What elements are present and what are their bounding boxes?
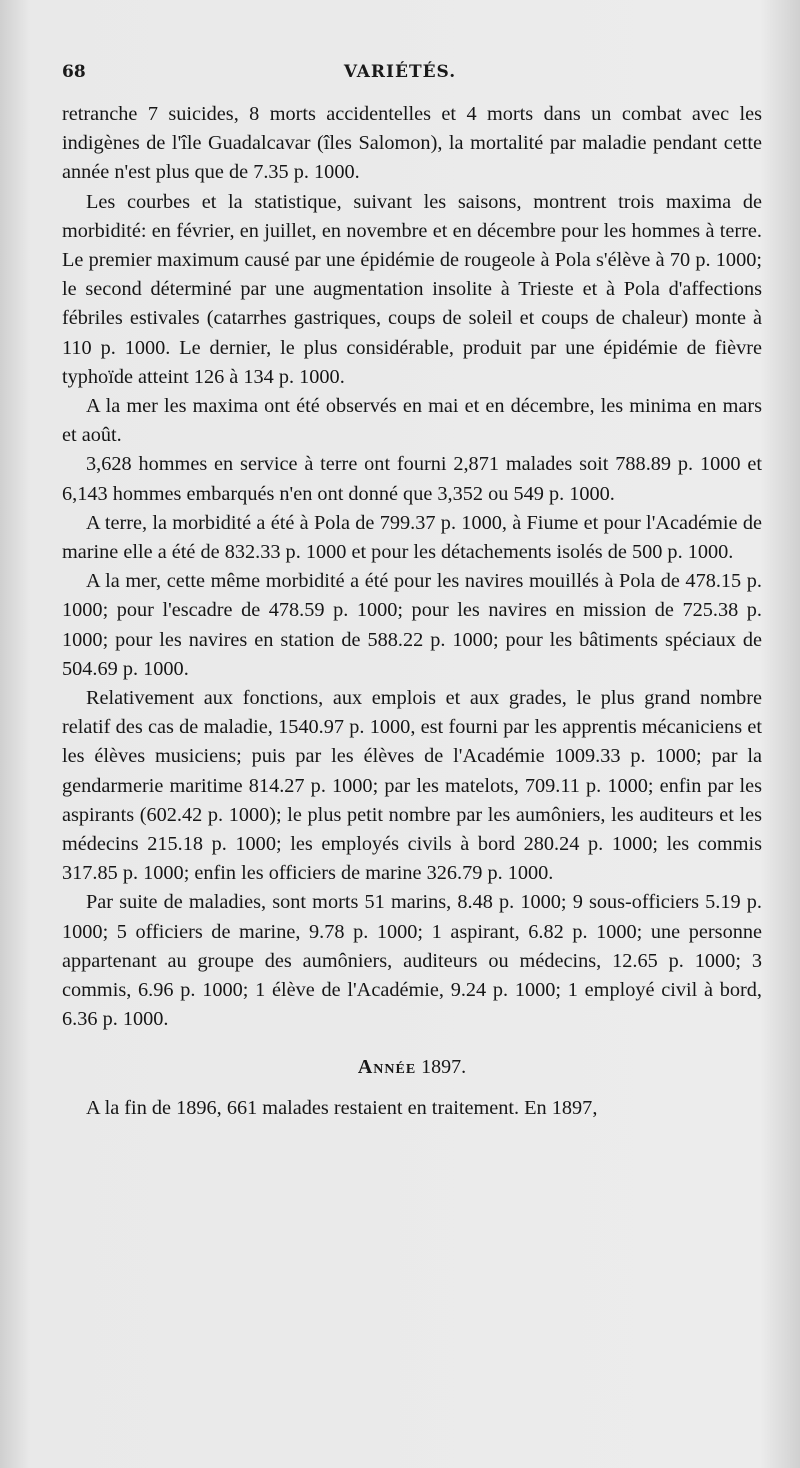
paragraph-sea-maxima: A la mer les maxima ont été observés en mai et en décembre, les minima en mars et août. — [62, 395, 762, 447]
paragraph-land-vs-sea: 3,628 hommes en service à terre ont fourni 2,871 malades soit 788.89 p. 1000 et 6,143 hommes embarqués n'en ont donné que 3,352 ou 549 p. 1000. — [62, 453, 762, 505]
paragraph-by-function: Relativement aux fonctions, aux emplois et aux grades, le plus grand nombre relatif des cas de maladie, 1540.97 p. 1000, est fourni par les apprentis mécaniciens et les élèves musiciens; puis par les élèves de l'Académie 1009.33 p. 1000; par la gendarmerie maritime 814.27 p. 1000; par les matelots, 709.11 p. 1000; enfin par les aspirants (602.42 p. 1000); le plus petit nombre par les aumôniers, les auditeurs et les médecins 215.18 p. 1000; les employés civils à bord 280.24 p. 1000; les commis 317.85 p. 1000; enfin les officiers de marine 326.79 p. 1000. — [62, 687, 762, 885]
section-heading — [62, 1053, 762, 1082]
paragraph-year-1897: A la fin de 1896, 661 malades restaient en traitement. En 1897, — [86, 1096, 598, 1119]
paragraph-land-morbidity: A terre, la morbidité a été à Pola de 799.37 p. 1000, à Fiume et pour l'Académie de marine elle a été de 832.33 p. 1000 et pour les détachements isolés de 500 p. 1000. — [62, 511, 762, 564]
section-heading-year: 1897. — [421, 1055, 467, 1078]
page-header — [62, 58, 738, 92]
running-title: VARIÉTÉS. — [343, 62, 457, 82]
section-heading-word: Année — [357, 1055, 417, 1078]
paragraph-morbidity-maxima: Les courbes et la statistique, suivant les saisons, montrent trois maxima de morbidité: en février, en juillet, en novembre et en décembre pour les hommes à terre. Le premier maximum causé par une épidémie de rougeole à Pola s'élève à 70 p. 1000; le second déterminé par une augmentation insolite à Trieste et à Pola d'affections fébriles estivales (catarrhes gastriques, coups de soleil et coups de chaleur) monte à 110 p. 1000. Le dernier, le plus considérable, produit par une épidémie de fièvre typhoïde atteint 126 à 134 p. 1000. — [62, 190, 762, 388]
page-number: 68 — [62, 62, 86, 82]
body-text — [62, 100, 762, 1123]
paragraph-deaths: Par suite de maladies, sont morts 51 marins, 8.48 p. 1000; 9 sous-officiers 5.19 p. 1000; 5 officiers de marine, 9.78 p. 1000; 1 aspirant, 6.82 p. 1000; une personne appartenant au groupe des aumôniers, auditeurs ou médecins, 12.65 p. 1000; 3 commis, 6.96 p. 1000; 1 élève de l'Académie, 9.24 p. 1000; 1 employé civil à bord, 6.36 p. 1000. — [62, 891, 762, 1031]
paragraph-sea-morbidity: A la mer, cette même morbidité a été pour les navires mouillés à Pola de 478.15 p. 1000; pour l'escadre de 478.59 p. 1000; pour les navires en mission de 725.38 p. 1000; pour les navires en station de 588.22 p. 1000; pour les bâtiments spéciaux de 504.69 p. 1000. — [62, 570, 762, 680]
paragraph-continuation: retranche 7 suicides, 8 morts accidentelles et 4 morts dans un combat avec les indigènes de l'île Guadalcavar (îles Salomon), la mortalité par maladie pendant cette année n'est plus que de 7.35 p. 1000. — [62, 103, 762, 184]
